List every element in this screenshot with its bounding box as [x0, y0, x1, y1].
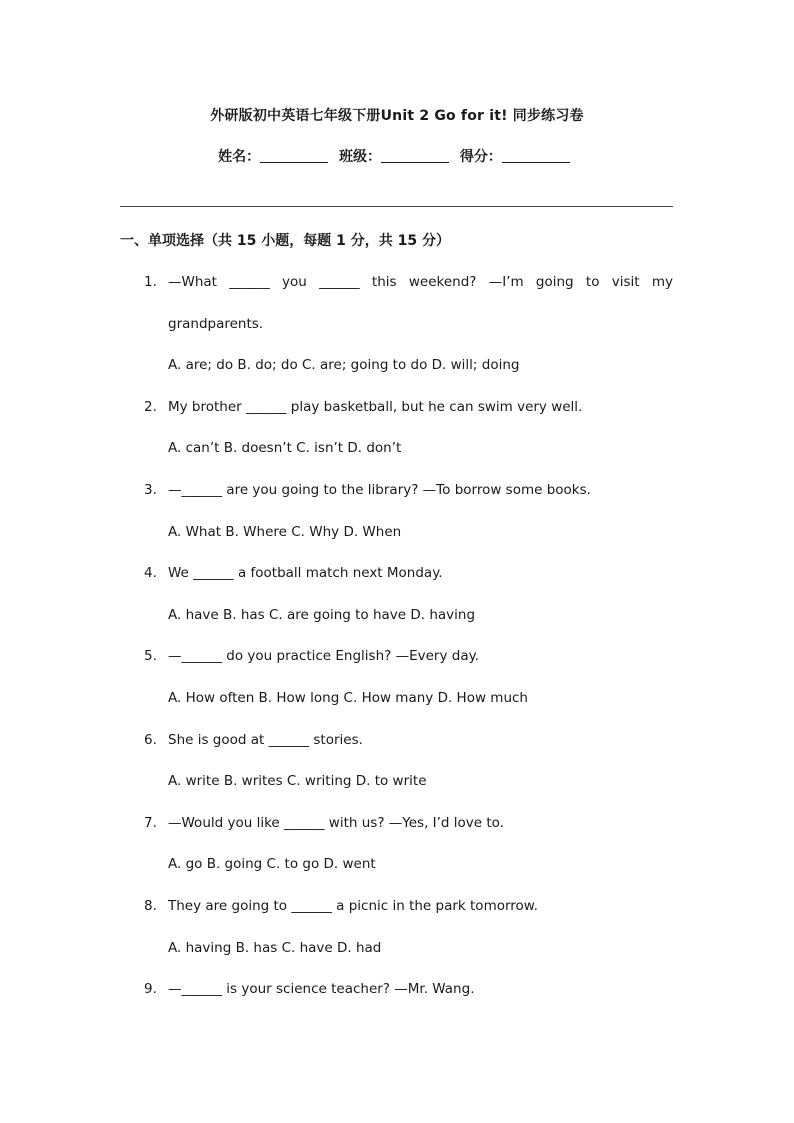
- question-options: A. have B. has C. are going to have D. having: [168, 607, 476, 623]
- question-number: 2.: [144, 399, 157, 415]
- question-number: 4.: [144, 565, 157, 581]
- question-options: A. can’t B. doesn’t C. isn’t D. don’t: [168, 440, 402, 456]
- question-number: 9.: [144, 981, 157, 997]
- document-title: 外研版初中英语七年级下册Unit 2 Go for it! 同步练习卷: [210, 108, 584, 124]
- question-options: A. write B. writes C. writing D. to write: [168, 773, 427, 789]
- header-divider: [120, 206, 673, 207]
- question-number: 7.: [144, 815, 157, 831]
- score-blank: [502, 148, 570, 163]
- student-info-line: [0, 146, 794, 166]
- question-stem: —______ are you going to the library? —To borrow some books.: [168, 482, 591, 498]
- section-title: 一、单项选择（共 15 小题，每题 1 分，共 15 分）: [120, 233, 450, 249]
- question-stem-continued: grandparents.: [168, 316, 264, 332]
- question-number: 5.: [144, 648, 157, 664]
- question-stem: —What ______ you ______ this weekend? —I’m going to visit my: [168, 274, 673, 290]
- question-stem: —______ is your science teacher? —Mr. Wang.: [168, 981, 475, 997]
- question-stem: My brother ______ play basketball, but he can swim very well.: [168, 399, 583, 415]
- question-stem: —Would you like ______ with us? —Yes, I’d love to.: [168, 815, 504, 831]
- question-options: A. What B. Where C. Why D. When: [168, 524, 402, 540]
- question-number: 1.: [144, 274, 157, 290]
- question-options: A. go B. going C. to go D. went: [168, 856, 376, 872]
- question-stem: They are going to ______ a picnic in the park tomorrow.: [168, 898, 538, 914]
- class-blank: [381, 148, 449, 163]
- name-label: 姓名：: [218, 149, 261, 165]
- question-number: 6.: [144, 732, 157, 748]
- question-options: A. How often B. How long C. How many D. How much: [168, 690, 528, 706]
- class-label: 班级：: [339, 149, 381, 165]
- question-stem: We ______ a football match next Monday.: [168, 565, 443, 581]
- question-number: 3.: [144, 482, 157, 498]
- score-label: 得分：: [459, 149, 502, 165]
- question-number: 8.: [144, 898, 157, 914]
- question-options: A. having B. has C. have D. had: [168, 940, 382, 956]
- question-options: A. are; do B. do; do C. are; going to do D. will; doing: [168, 357, 520, 373]
- question-stem: She is good at ______ stories.: [168, 732, 363, 748]
- name-blank: [260, 148, 328, 163]
- question-stem: —______ do you practice English? —Every day.: [168, 648, 479, 664]
